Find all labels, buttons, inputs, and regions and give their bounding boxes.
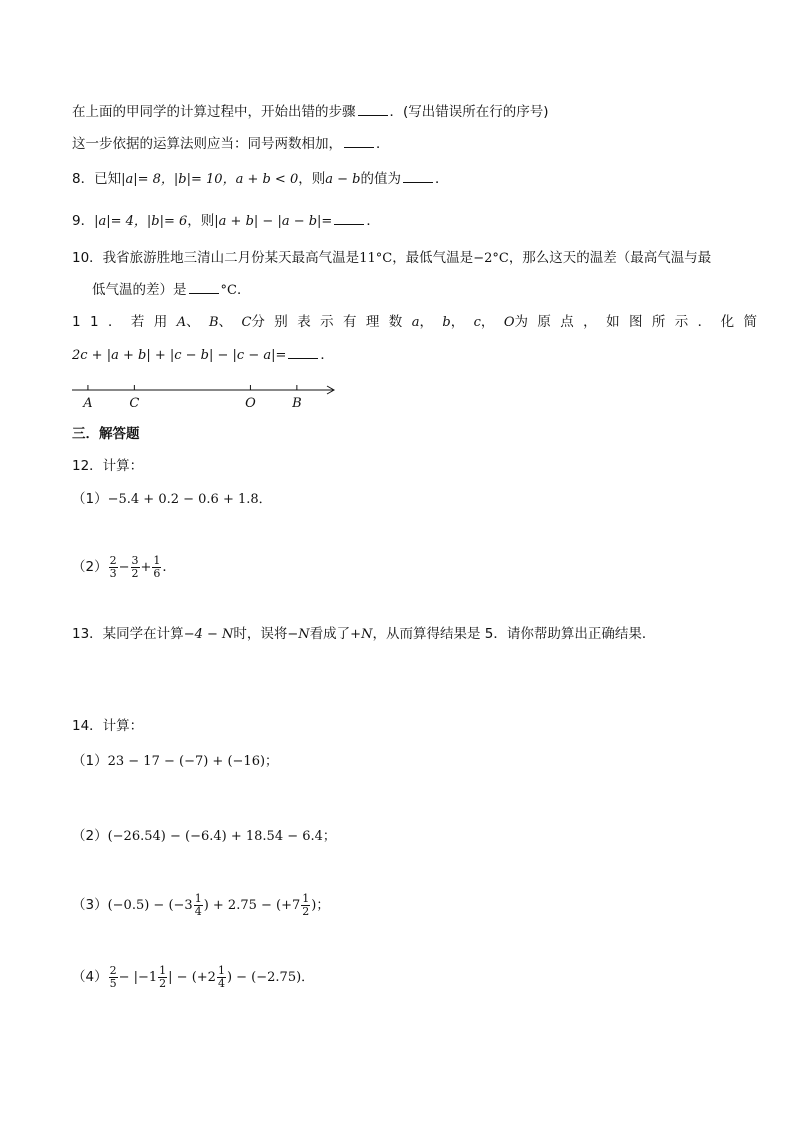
q8-math: a − b <box>325 172 361 187</box>
q7-line1 <box>72 102 549 122</box>
number-line-label: O <box>245 396 256 411</box>
q10-text: ，最低气温是 <box>392 250 474 266</box>
q10-math: °C <box>220 283 237 298</box>
q13-math: −4 − N <box>183 627 234 642</box>
q13-math: −N <box>287 627 310 642</box>
number-line-label: A <box>83 396 93 411</box>
q11-text: 11．若用 <box>72 314 177 330</box>
q11-math: A <box>176 315 187 330</box>
q14-p4-expr: | − (+2 <box>168 970 216 985</box>
fraction: $\frac{1}{2}$ <box>302 891 310 918</box>
q11-text: 分别表示有理数 <box>251 314 412 330</box>
q9-math: |a + b| − |a − b|= <box>214 214 333 229</box>
q7-line2 <box>72 134 390 154</box>
number-line <box>72 382 342 412</box>
number-line-label: B <box>292 396 302 411</box>
answer-blank[interactable] <box>358 103 388 116</box>
q14-p4-expr: − |−1 <box>118 970 158 985</box>
fraction: $\frac{3}{2}$ <box>131 553 139 580</box>
q9-text: ，则 <box>187 213 215 229</box>
question-12-part1 <box>72 489 272 510</box>
question-10-line1 <box>72 248 711 269</box>
fraction: $\frac{1}{6}$ <box>153 553 161 580</box>
operator: + <box>140 560 152 575</box>
q13-math: +N <box>350 627 373 642</box>
q8-text: 已知 <box>94 171 122 187</box>
q7-text-d: ． <box>376 136 390 152</box>
q8-math: ，a + b < 0 <box>222 172 299 187</box>
fraction: $\frac{1}{2}$ <box>159 963 167 990</box>
q14-p1-expression: 23 − 17 − (−7) + (−16)； <box>107 754 279 769</box>
q11-text: 、 <box>186 314 209 330</box>
q11-math: C <box>241 315 252 330</box>
q11-text: ， <box>480 314 504 330</box>
question-14-part3 <box>72 890 329 921</box>
q7-text-c: 这一步依据的运算法则应当：同号两数相加， <box>72 136 342 152</box>
fraction: $\frac{1}{4}$ <box>194 891 202 918</box>
question-12-title: 12．计算： <box>72 458 144 474</box>
q10-text: 低气温的差）是 <box>92 282 187 298</box>
q11-text: 为原点，如图所示．化简 <box>514 314 767 330</box>
q8-text: ，则 <box>298 171 326 187</box>
fraction: $\frac{2}{5}$ <box>109 963 117 990</box>
part-label: （3） <box>72 897 108 913</box>
q10-end: ． <box>236 282 251 298</box>
q8-text: 的值为 <box>360 171 401 187</box>
q11-math: b <box>442 315 451 330</box>
q14-p3-expr: )； <box>311 898 330 913</box>
question-12-part2 <box>72 552 176 583</box>
question-11-line1 <box>72 312 766 333</box>
q8-end: ． <box>434 171 449 187</box>
question-14-title: 14．计算： <box>72 718 144 734</box>
q11-math: O <box>503 315 515 330</box>
part-label: （2） <box>72 828 108 844</box>
q14-p4-expr: ) − (−2.75)． <box>226 970 315 985</box>
q9-end: ． <box>366 213 380 229</box>
q11-text: ， <box>450 314 474 330</box>
fraction: $\frac{2}{3}$ <box>109 553 117 580</box>
q11-text: 、 <box>218 314 242 330</box>
q13-text: ，从而算得结果是 5．请你帮助算出正确结果． <box>372 626 656 642</box>
q13-text: 13．某同学在计算 <box>72 626 184 642</box>
question-10-line2 <box>92 280 250 301</box>
q9-math: ，|b|= 6 <box>133 214 188 229</box>
q13-text: 时，误将 <box>233 626 288 642</box>
q10-math: −2°C <box>473 251 509 266</box>
q12-p2-end: ． <box>162 559 176 575</box>
section-title: 三．解答题 <box>72 426 140 442</box>
part-label: （2） <box>72 559 108 575</box>
part-label: （1） <box>72 753 108 769</box>
q9-math: |a|= 4 <box>94 214 134 229</box>
question-14-part1 <box>72 751 278 772</box>
answer-blank[interactable] <box>288 346 318 359</box>
q8-math: ，|b|= 10 <box>160 172 223 187</box>
q11-expression: 2c + |a + b| + |c − b| − |c − a|= <box>72 348 287 363</box>
q10-text: 10．我省旅游胜地三清山二月份某天最高气温是 <box>72 250 360 266</box>
question-11-line2 <box>72 345 334 366</box>
q9-number: 9． <box>72 213 95 229</box>
operator: − <box>118 560 130 575</box>
q11-text: ， <box>419 314 443 330</box>
q14-p2-expression: (−26.54) − (−6.4) + 18.54 − 6.4； <box>107 829 336 844</box>
question-9 <box>72 211 380 232</box>
q13-text: 看成了 <box>309 626 351 642</box>
q14-p3-expr: ) + 2.75 − (+7 <box>203 898 301 913</box>
answer-blank[interactable] <box>403 170 433 183</box>
fraction: $\frac{1}{4}$ <box>217 963 225 990</box>
q11-end: ． <box>320 347 334 363</box>
q7-text-b: ．(写出错误所在行的序号) <box>389 104 549 120</box>
q10-text: ，那么这天的温差（最高气温与最 <box>508 250 712 266</box>
q11-math: a <box>411 315 420 330</box>
answer-blank[interactable] <box>189 281 219 294</box>
question-13 <box>72 624 655 645</box>
q11-math: B <box>208 315 219 330</box>
q8-number: 8． <box>72 171 95 187</box>
q11-math: c <box>473 315 481 330</box>
part-label: （1） <box>72 491 108 507</box>
q14-p3-expr: (−0.5) − (−3 <box>107 898 193 913</box>
question-14-part2 <box>72 826 336 847</box>
question-14-part4 <box>72 962 314 993</box>
number-line-label: C <box>129 396 140 411</box>
q12-p1-expression: −5.4 + 0.2 − 0.6 + 1.8． <box>107 492 272 507</box>
q7-text-a: 在上面的甲同学的计算过程中，开始出错的步骤 <box>72 104 356 120</box>
question-8 <box>72 169 448 190</box>
answer-blank[interactable] <box>334 212 364 225</box>
part-label: （4） <box>72 969 108 985</box>
answer-blank[interactable] <box>344 135 374 148</box>
q10-math: 11°C <box>359 251 393 266</box>
q8-math: |a|= 8 <box>121 172 161 187</box>
